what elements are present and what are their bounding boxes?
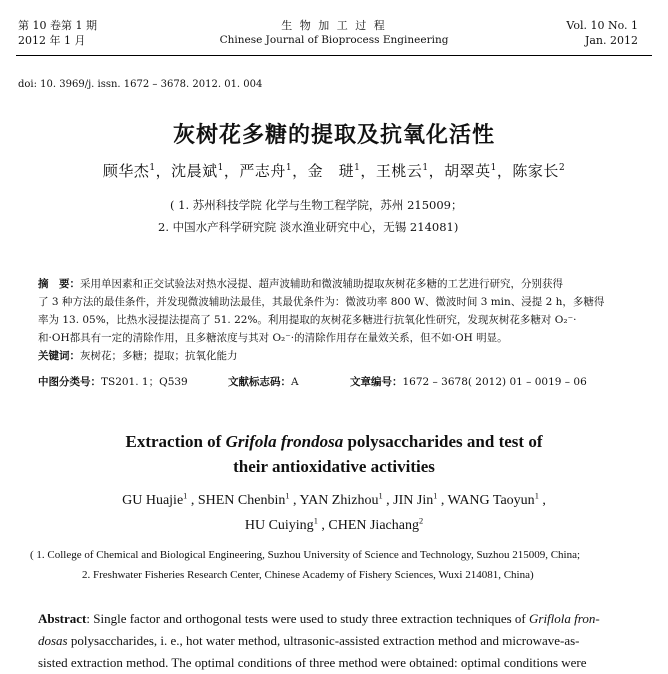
author-affiliation-mark: 1 <box>354 163 361 173</box>
author-affiliation-mark: 1 <box>422 163 429 173</box>
abstract-en-species: Griflola fron- <box>529 611 600 626</box>
author-separator: , <box>187 493 198 508</box>
authors-en-line-1 <box>0 493 668 509</box>
doi: doi: 10. 3969/j. issn. 1672 – 3678. 2012. 01. 004 <box>18 79 263 90</box>
author-name: YAN Zhizhou <box>299 493 379 508</box>
author-name: 胡翠英 <box>444 162 491 180</box>
author-name: SHEN Chenbin <box>197 493 286 508</box>
abstract-cn-label: 摘 要： <box>38 278 80 290</box>
author-affiliation-mark: 2 <box>418 516 424 526</box>
author-name: JIN Jin <box>393 493 434 508</box>
abstract-cn-line: 和·OH都具有一定的清除作用，且多糖浓度与其对 O₂⁻·的清除作用存在量效关系，但不如·OH 明显。 <box>38 332 508 344</box>
article-number <box>350 374 587 389</box>
author-separator: , <box>382 493 394 508</box>
clc-number <box>38 374 188 389</box>
author-name: HU Cuiying <box>244 518 314 533</box>
journal-cn: 生 物 加 工 过 程 <box>281 19 387 32</box>
author-separator: , <box>317 518 329 533</box>
author-separator: ， <box>292 162 308 180</box>
author-separator: ， <box>223 162 240 180</box>
date-en: Jan. 2012 <box>584 34 638 47</box>
author-name: 陈家长 <box>512 162 559 180</box>
doc-value: A <box>291 376 299 388</box>
article-label: 文章编号： <box>350 376 403 388</box>
abstract-cn-line: 采用单因素和正交试验法对热水浸提、超声波辅助和微波辅助提取灰树花多糖的工艺进行研究，分别获得 <box>80 278 563 290</box>
abstract-cn <box>38 275 628 365</box>
author-name: 顾华杰 <box>102 162 150 180</box>
author-affiliation-mark: 1 <box>217 163 224 173</box>
affiliation-cn-1: ( 1. 苏州科技学院 化学与生物工程学院，苏州 215009； <box>170 198 463 212</box>
author-separator: , <box>437 493 448 508</box>
author-separator: ， <box>428 162 445 180</box>
affiliation-cn-2: 2. 中国水产科学研究院 淡水渔业研究中心，无锡 214081) <box>158 220 459 234</box>
keywords-cn-label: 关键词： <box>38 350 80 362</box>
title-en-species: Grifola frondosa <box>225 432 344 451</box>
author-name: 沈晨斌 <box>171 162 218 180</box>
doc-code <box>228 374 299 389</box>
author-name: 王桃云 <box>375 162 423 180</box>
volume-cn: 第 10 卷第 1 期 <box>18 19 97 32</box>
header-rule <box>16 55 652 56</box>
author-affiliation-mark: 1 <box>313 516 318 526</box>
title-en-part2: polysaccharides and test of <box>343 432 543 451</box>
date-cn: 2012 年 1 月 <box>18 34 86 47</box>
author-name: 严志舟 <box>239 162 286 180</box>
author-affiliation-mark: 1 <box>378 491 383 501</box>
abstract-en-text: : Single factor and orthogonal tests were used to study three extraction techniques of <box>86 611 529 626</box>
abstract-en-text: sisted extraction method. The optimal conditions of three method were obtained: optimal conditions were <box>38 655 587 670</box>
abstract-en-label: Abstract <box>38 611 87 626</box>
author-separator: ， <box>496 162 513 180</box>
author-separator: ， <box>360 162 376 180</box>
author-affiliation-mark: 1 <box>285 163 293 173</box>
affiliation-en-2: 2. Freshwater Fisheries Research Center, Chinese Academy of Fishery Sciences, Wuxi 214081, China) <box>82 569 534 581</box>
title-cn: 灰树花多糖的提取及抗氧化活性 <box>172 123 495 148</box>
author-separator: , <box>289 493 300 508</box>
volume-en: Vol. 10 No. 1 <box>566 19 638 32</box>
author-separator: ， <box>155 162 172 180</box>
authors-en-line-2 <box>0 518 668 534</box>
authors-cn <box>0 160 668 181</box>
author-affiliation-mark: 1 <box>433 491 438 501</box>
author-affiliation-mark: 1 <box>149 163 156 173</box>
clc-value: TS201. 1；Q539 <box>101 376 188 388</box>
doc-label: 文献标志码： <box>228 376 291 388</box>
article-value: 1672 – 3678( 2012) 01 – 0019 – 06 <box>402 376 587 388</box>
author-name: WANG Taoyun <box>447 493 535 508</box>
title-en-part1: Extraction of <box>125 432 226 451</box>
abstract-en-species: dosas <box>38 633 68 648</box>
author-name: GU Huajie <box>122 493 184 508</box>
keywords-cn: 灰树花；多糖；提取；抗氧化能力 <box>80 350 238 362</box>
abstract-en <box>38 608 638 674</box>
journal-en: Chinese Journal of Bioprocess Engineering <box>219 34 449 46</box>
abstract-cn-line: 了 3 种方法的最佳条件，并发现微波辅助法最佳，其最优条件为：微波功率 800 W、微波时间 3 min、浸提 2 h，多糖得 <box>38 296 605 308</box>
header-right <box>566 18 638 48</box>
author-affiliation-mark: 1 <box>285 491 290 501</box>
title-en-line-1 <box>0 432 668 452</box>
author-name: CHEN Jiachang <box>328 518 419 533</box>
author-affiliation-mark: 2 <box>558 163 566 173</box>
author-separator: , <box>538 493 546 508</box>
author-affiliation-mark: 1 <box>534 491 539 501</box>
clc-label: 中图分类号： <box>38 376 101 388</box>
affiliation-en-1: ( 1. College of Chemical and Biological Engineering, Suzhou University of Science and Technology, Suzhou 215009, China; <box>30 549 581 561</box>
author-affiliation-mark: 1 <box>183 491 188 501</box>
author-name: 金 琎 <box>307 162 355 180</box>
abstract-en-text: polysaccharides, i. e., hot water method, ultrasonic-assisted extraction method and microwave-as- <box>67 633 580 648</box>
title-en-line-2: their antioxidative activities <box>233 457 435 476</box>
abstract-cn-line: 率为 13. 05%，比热水浸提法提高了 51. 22%。利用提取的灰树花多糖进行抗氧化性研究，发现灰树花多糖对 O₂⁻· <box>38 314 577 326</box>
author-affiliation-mark: 1 <box>490 163 497 173</box>
